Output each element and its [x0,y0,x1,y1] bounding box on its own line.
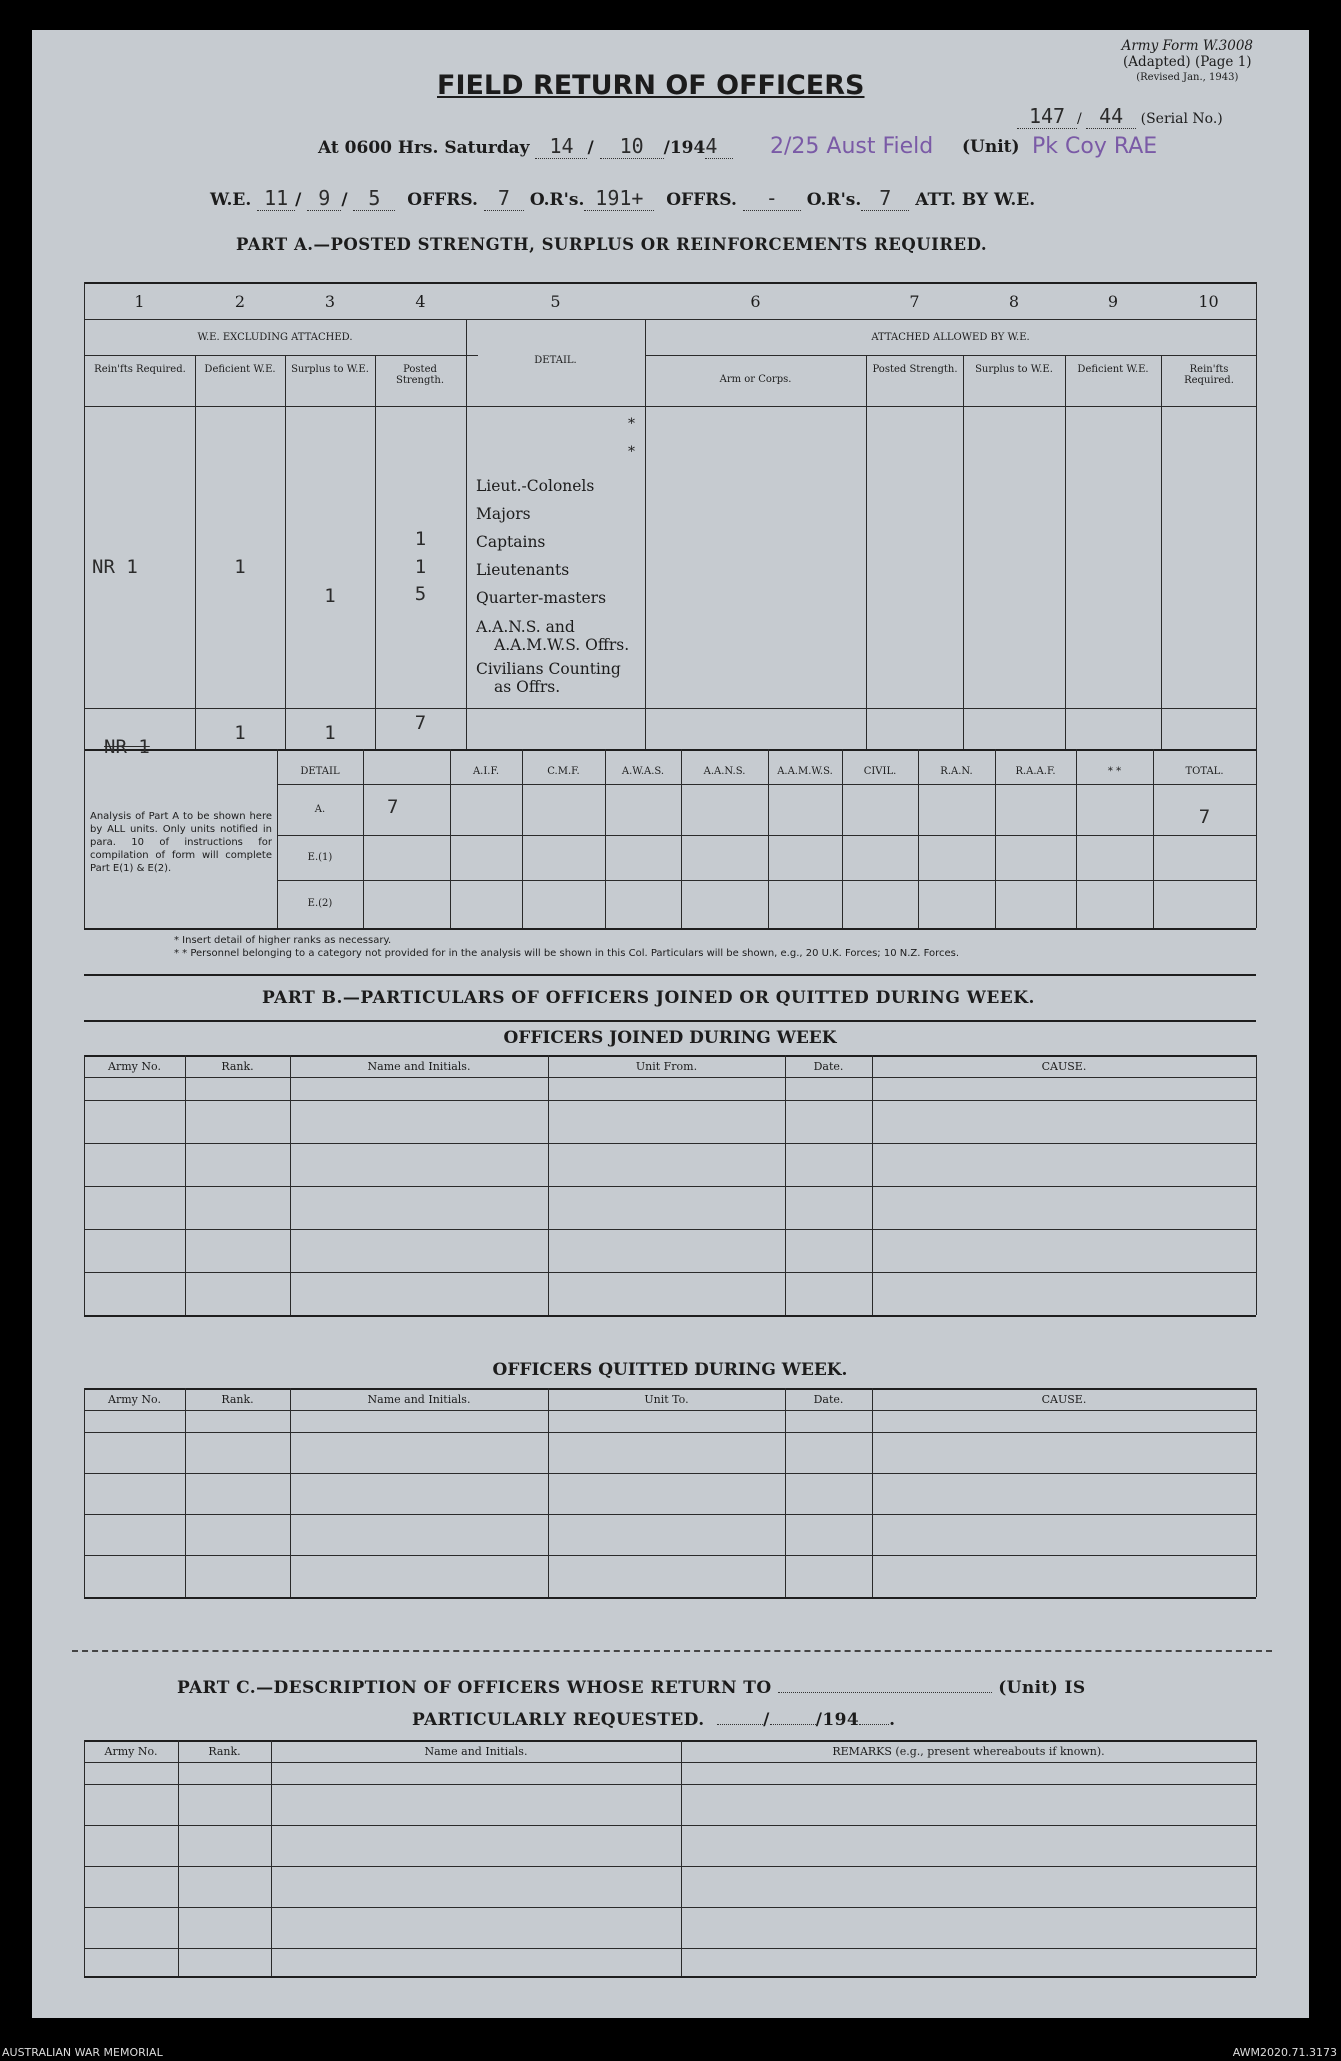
analysis-header-detail: DETAIL [300,766,340,777]
header-deficient-left: Deficient W.E. [204,364,276,375]
offrs-value: 7 [484,186,524,211]
unit-label: (Unit) [962,137,1020,157]
serial-number: 147 / 44 (Serial No.) [1017,104,1223,129]
col-num-9: 9 [1107,292,1119,311]
rank-quartermasters: Quarter-masters [476,589,607,607]
analysis-header-cmf: C.M.F. [547,766,580,777]
offrs2-value: - [743,186,801,211]
at-label: At 0600 Hrs. Saturday [318,138,530,158]
col-num-5: 5 [550,292,561,311]
analysis-note: Analysis of Part A to be shown here by ALL units. Only units notified in para. 10 of instructions for compilation of form will complete Part E(1) & E(2). [90,811,272,874]
col-num-6: 6 [750,292,761,311]
form-id-block [1122,38,1253,86]
at-line: At 0600 Hrs. Saturday 14 / 10 /1944 [318,134,733,159]
form-id-line1: Army Form W.3008 [1121,38,1253,54]
rank-aamws: A.A.M.W.S. Offrs. [494,636,630,654]
entry-posted-lieutenants: 5 [414,583,427,605]
cut-line [72,1650,1272,1652]
col-num-7: 7 [909,292,920,311]
part-a-title: PART A.—POSTED STRENGTH, SURPLUS OR REINFORCEMENTS REQUIRED. [236,235,988,254]
entry-posted-captains: 1 [414,556,427,578]
form-id-line3: (Revised Jan., 1943) [1136,72,1239,83]
entry-surplus-lieutenants: 1 [324,585,336,607]
header-arm-corps: Arm or Corps. [719,374,792,385]
ors-value: 191+ [584,186,654,211]
date-year-digit: 4 [705,134,733,159]
joined-header-rank: Rank. [221,1060,254,1073]
unit-stamp-a: 2/25 Aust Field [770,134,934,159]
joined-header-date: Date. [813,1060,844,1073]
rank-civilians: Civilians Counting [476,660,621,678]
analysis-a-value: 7 [387,796,399,818]
joined-title: OFFICERS JOINED DURING WEEK [503,1028,837,1048]
quitted-header-army-no: Army No. [108,1393,161,1406]
serial-label: (Serial No.) [1140,111,1223,127]
analysis-row-e1: E.(1) [307,852,333,863]
part-c-title-b: (Unit) IS [998,1678,1086,1698]
footer-right: AWM2020.71.3173 [1232,2046,1337,2059]
ors2-value: 7 [861,186,909,211]
date-year-prefix: /194 [663,138,706,158]
part-b-title: PART B.—PARTICULARS OF OFFICERS JOINED OR QUITTED DURING WEEK. [262,988,1035,1008]
we-label: W.E. [210,190,252,210]
total-surplus: 1 [324,722,336,744]
serial-year-value: 44 [1086,104,1136,129]
joined-header-unit-from: Unit From. [635,1060,698,1073]
form-id-line2: (Adapted) (Page 1) [1123,54,1252,70]
total-posted: 7 [414,712,427,734]
col-num-3: 3 [324,292,336,311]
footnote-1: * Insert detail of higher ranks as necessary. [174,935,392,946]
form-title: FIELD RETURN OF OFFICERS [437,70,865,101]
ors2-label: O.R's. [806,190,862,210]
we-line: W.E. 11 / 9 / 5 OFFRS. 7 O.R's. 191+ OFFRS. - O.R's. 7 ATT. BY W.E. [210,186,1036,210]
att-label: ATT. BY W.E. [915,190,1036,210]
part-c-header-name: Name and Initials. [424,1745,528,1758]
quitted-header-name: Name and Initials. [367,1393,471,1406]
quitted-header-unit-to: Unit To. [644,1393,689,1406]
rank-list [476,472,629,696]
analysis-row-e2: E.(2) [307,898,333,909]
header-reinfts-left: Rein'fts Required. [94,364,186,375]
analysis-header-raaf: R.A.A.F. [1015,766,1056,777]
total-reinfts: NR 1 [104,736,150,758]
joined-header-cause: CAUSE. [1041,1060,1087,1073]
we-value-a: 11 [257,186,295,211]
part-c-header-army-no: Army No. [104,1745,158,1758]
analysis-header-aans: A.A.N.S. [703,766,746,777]
analysis-a-total: 7 [1198,806,1211,828]
ors-label: O.R's. [529,190,585,210]
we-value-b: 9 [307,186,341,211]
entry-posted-majors: 1 [414,528,427,550]
header-reinfts-right: Rein'fts Required. [1184,364,1234,386]
header-surplus-left: Surplus to W.E. [291,364,369,375]
we-value-c: 5 [353,186,395,211]
col-num-10: 10 [1198,292,1219,311]
header-posted-right: Posted Strength. [872,364,958,375]
quitted-header-date: Date. [813,1393,844,1406]
analysis-header-aamws: A.A.M.W.S. [777,766,833,777]
rank-lieutenants: Lieutenants [476,561,570,579]
offrs-label: OFFRS. [407,190,478,210]
quitted-title: OFFICERS QUITTED DURING WEEK. [492,1360,848,1380]
footnote-2: * * Personnel belonging to a category not provided for in the analysis will be shown in this Col. Particulars will be shown, e.g., 20 U.K. Forces; 10 N.Z. Forces. [174,948,960,959]
header-detail: DETAIL. [534,355,577,366]
analysis-header-other: * * [1107,766,1122,777]
unit-stamp-b: Pk Coy RAE [1032,134,1158,159]
analysis-row-a: A. [314,804,326,815]
part-c-title-c: PARTICULARLY REQUESTED. [412,1710,705,1730]
group-left-header: W.E. EXCLUDING ATTACHED. [197,332,353,343]
rank-majors: Majors [476,505,531,523]
rank-aans: A.A.N.S. and [476,618,575,636]
part-c-header-rank: Rank. [208,1745,241,1758]
offrs2-label: OFFRS. [666,190,737,210]
header-deficient-right: Deficient W.E. [1077,364,1149,375]
header-surplus-right: Surplus to W.E. [975,364,1053,375]
star-mark-1: * [628,416,635,432]
star-mark-2: * [628,444,635,460]
analysis-header-civil: CIVIL. [863,766,897,777]
header-posted-left: Posted Strength. [395,364,445,386]
joined-header-name: Name and Initials. [367,1060,471,1073]
col-num-4: 4 [415,292,426,311]
quitted-header-rank: Rank. [221,1393,254,1406]
part-c-date-tail: /194 [815,1710,860,1730]
rank-captains: Captains [476,533,546,551]
date-day: 14 [535,134,587,159]
part-c-title-line2: PARTICULARLY REQUESTED. / /194 . [412,1710,896,1730]
quitted-header-cause: CAUSE. [1041,1393,1087,1406]
analysis-header-awas: A.W.A.S. [621,766,665,777]
rank-lieut-colonels: Lieut.-Colonels [476,477,595,495]
footer-left: AUSTRALIAN WAR MEMORIAL [2,2046,163,2059]
serial-num-value: 147 [1017,104,1077,129]
group-right-header: ATTACHED ALLOWED BY W.E. [871,332,1030,343]
analysis-header-aif: A.I.F. [472,766,500,777]
col-num-8: 8 [1008,292,1020,311]
entry-deficient-captains: 1 [234,556,246,578]
analysis-header-ran: R.A.N. [940,766,973,777]
entry-reinfts-captains: NR 1 [92,556,138,578]
date-month: 10 [600,134,664,159]
analysis-header-total: TOTAL. [1185,766,1224,777]
part-c-title-a: PART C.—DESCRIPTION OF OFFICERS WHOSE RETURN TO [177,1678,772,1698]
part-c-header-remarks: REMARKS (e.g., present whereabouts if known). [832,1745,1105,1758]
rank-as-offrs: as Offrs. [494,678,561,696]
joined-header-army-no: Army No. [108,1060,161,1073]
total-deficient: 1 [234,722,246,744]
col-num-2: 2 [234,292,246,311]
part-c-title-line1 [177,1678,1086,1698]
col-num-1: 1 [134,292,145,311]
form-paper [32,30,1309,2018]
